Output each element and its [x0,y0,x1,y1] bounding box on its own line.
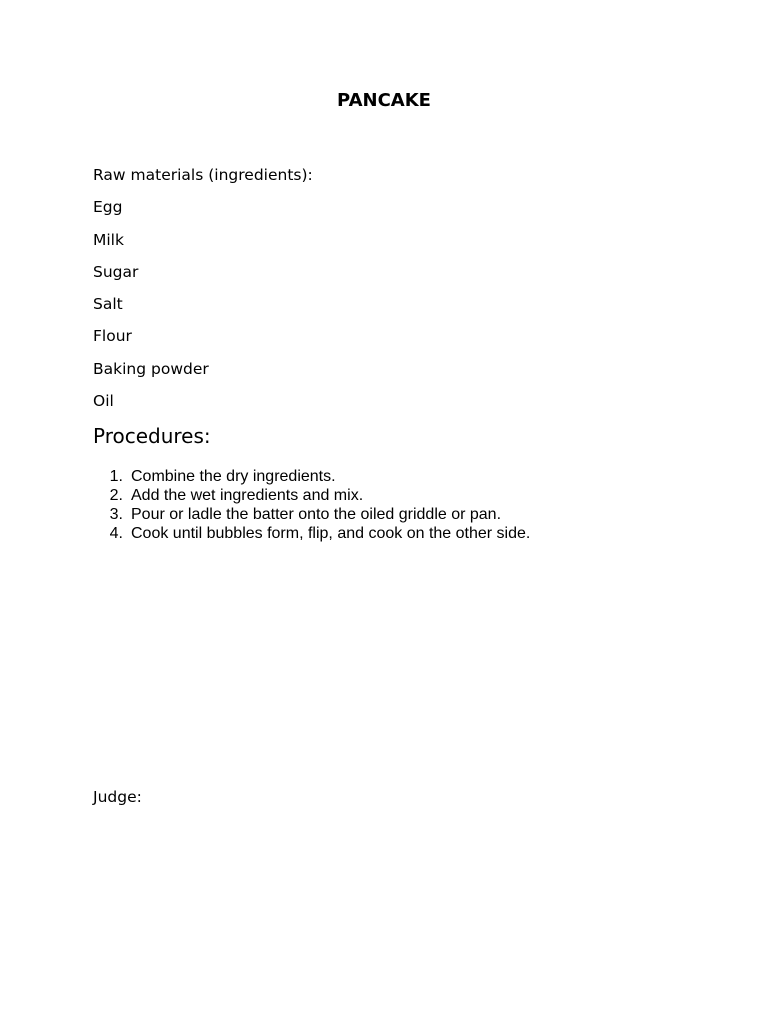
ingredient-item: Sugar [93,262,139,281]
step-text: Pour or ladle the batter onto the oiled griddle or pan. [131,506,502,523]
step-text: Add the wet ingredients and mix. [131,487,364,504]
step-text: Combine the dry ingredients. [131,468,336,485]
ingredient-item: Baking powder [93,359,209,378]
ingredient-item: Salt [93,295,123,314]
procedure-steps-list [93,467,530,543]
step-number: 2. [109,487,123,504]
ingredients-list [93,164,313,422]
ingredients-heading: Raw materials (ingredients): [93,166,313,184]
step-number: 3. [109,506,123,523]
procedure-step [93,505,530,524]
procedure-step [93,467,530,486]
ingredient-item: Oil [93,392,114,411]
procedures-heading: Procedures: [93,424,211,448]
step-number: 1. [109,468,123,485]
ingredient-item: Flour [93,327,132,346]
procedure-step [93,524,530,543]
procedure-step [93,486,530,505]
step-number: 4. [109,525,123,542]
judge-label: Judge: [93,788,142,806]
ingredient-item: Milk [93,230,124,249]
ingredient-item: Egg [93,198,123,217]
step-text: Cook until bubbles form, flip, and cook on the other side. [131,525,531,542]
document-title: PANCAKE [337,90,431,111]
